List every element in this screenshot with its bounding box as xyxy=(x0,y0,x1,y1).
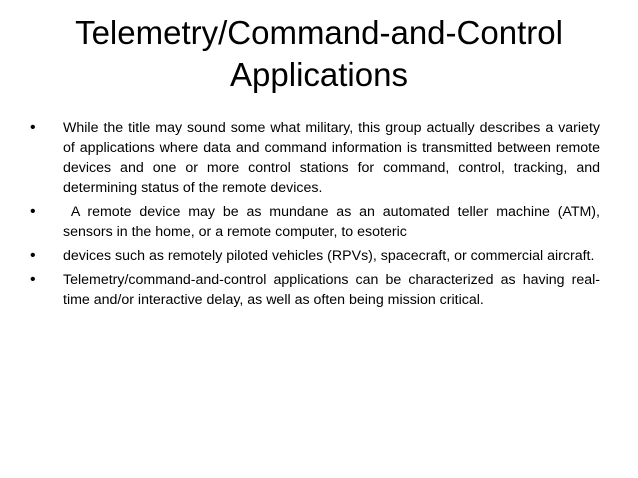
bullet-icon: • xyxy=(30,271,36,288)
bullet-text: A remote device may be as mundane as an automated teller machine (ATM), sensors in the home, or a remote computer, to esoteric xyxy=(63,204,604,240)
bullet-icon: • xyxy=(30,119,36,136)
bullet-item xyxy=(30,202,604,242)
bullet-text: Telemetry/command-and-control applications can be characterized as having real-time and/or interactive delay, as well as often being mission critical. xyxy=(63,272,600,308)
bullet-text: While the title may sound some what military, this group actually describes a variety of applications where data and command information is transmitted between remote devices and one or more control stations for command, control, tracking, and determining status of the remote devices. xyxy=(63,120,600,196)
bullet-item xyxy=(30,118,600,198)
bullet-item xyxy=(30,246,600,266)
bullet-icon: • xyxy=(30,247,36,264)
slide-title xyxy=(20,12,618,96)
bullet-item xyxy=(30,270,600,310)
bullet-list xyxy=(30,118,604,314)
slide-title-line-2: Applications xyxy=(230,56,408,93)
slide-title-line-1: Telemetry/Command-and-Control xyxy=(75,14,563,51)
bullet-text: devices such as remotely piloted vehicles (RPVs), spacecraft, or commercial aircraft. xyxy=(63,248,595,264)
bullet-icon: • xyxy=(30,203,36,220)
